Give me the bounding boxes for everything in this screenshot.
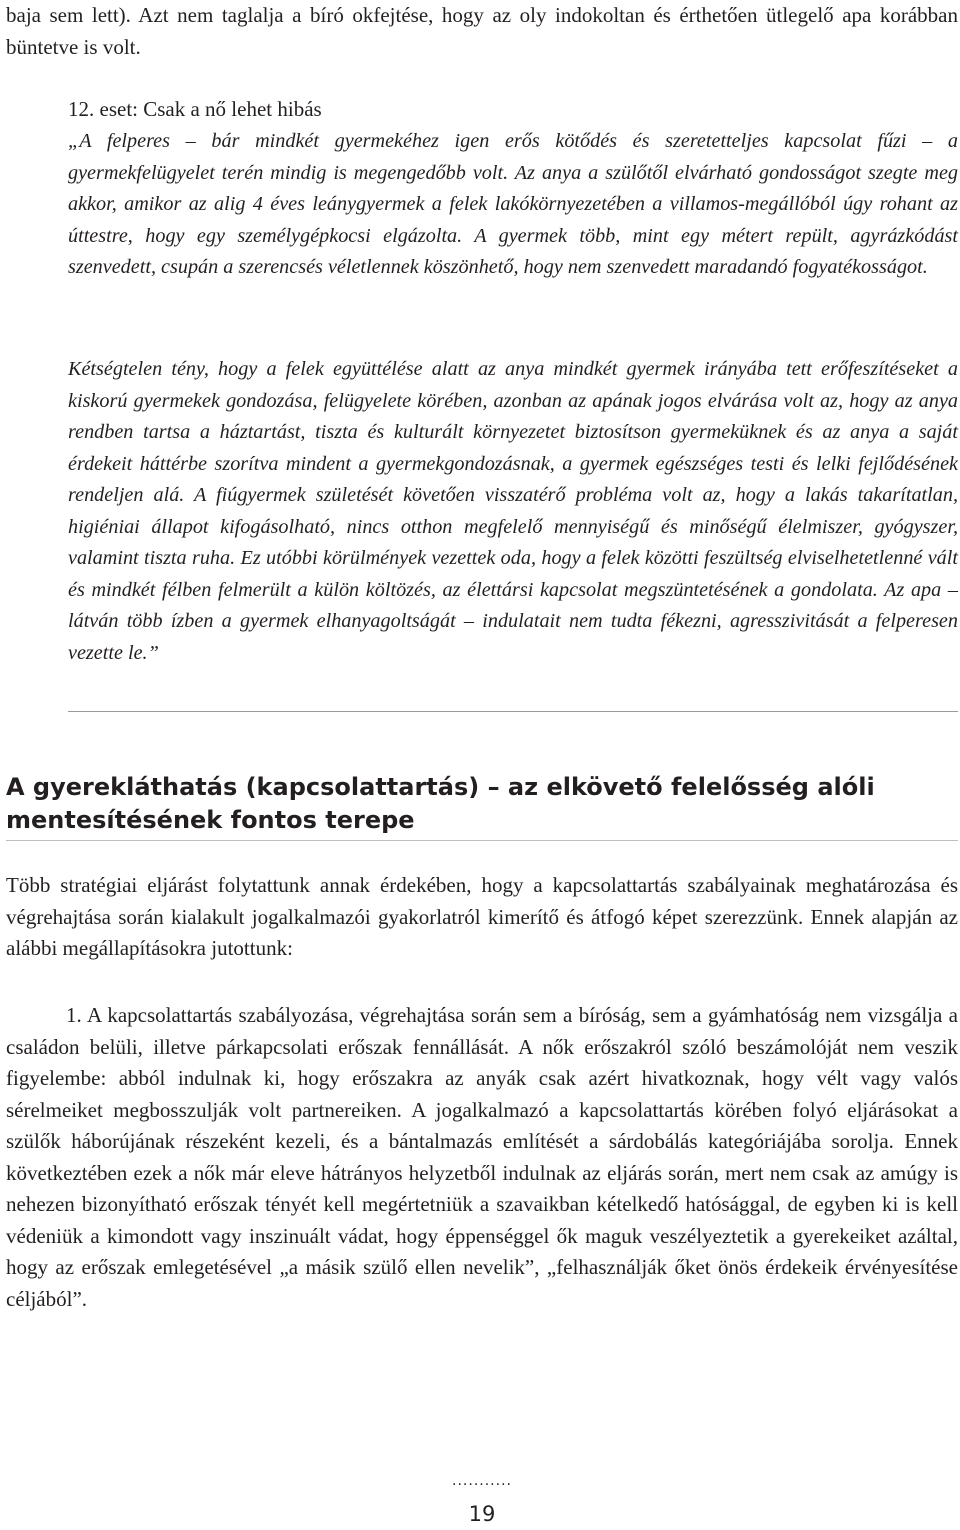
heading-divider <box>6 840 958 841</box>
intro-paragraph: baja sem lett). Azt nem taglalja a bíró okfejtése, hogy az oly indokoltan és érthetően ütlegelő apa korábban büntetve is volt. <box>6 3 958 59</box>
section-paragraph: Több stratégiai eljárást folytattunk annak érdekében, hogy a kapcsolattartás szabályainak meghatározása és végrehajtása során kialakult jogalkalmazói gyakorlatról kimerítő és átfogó képet szerezzünk. Ennek alapján az alábbi megállapításokra jutottunk: <box>6 873 958 960</box>
quote-divider <box>68 711 958 712</box>
section-heading: A gyerekláthatás (kapcsolattartás) – az elkövető felelősség alóli mentesítésének fontos terepe <box>6 773 875 834</box>
case-quote-paragraph-1: „A felperes – bár mindkét gyermekéhez igen erős kötődés és szeretetteljes kapcsolat fűzi – a gyermekfelügyelet terén mindig is megengedőbb volt. Az anya a szülőtől elvárható gondosságot szegte meg akkor, amikor az alig 4 éves leánygyermek a felek lakókörnyezetében a villamos-megállóból úgy rohant az úttestre, hogy egy személygépkocsi elgázolta. A gyermek több, mint egy métert repült, agyrázkódást szenvedett, csupán a szerencsés véletlennek köszönhető, hogy nem szenvedett maradandó fogyatékosságot. <box>68 130 958 278</box>
case-quote-paragraph-2: Kétségtelen tény, hogy a felek együttélése alatt az anya mindkét gyermek irányába tett erőfeszítéseket a kiskorú gyermekek gondozása, felügyelete körében, azonban az apának jogos elvárása volt az, hogy az anya rendben tartsa a háztartást, tiszta és kulturált környezetet biztosítson gyermeküknek és az anya a saját érdekeit háttérbe szorítva mindent a gyermekgondozásnak, a gyermek egészséges testi és lelki fejlődésének rendeljen alá. A fiúgyermek születését követően visszatérő probléma volt az, hogy a lakás takarítatlan, higiéniai állapot kifogásolható, nincs otthon megfelelő mennyiségű és minőségű élelmiszer, gyógyszer, valamint tiszta ruha. Ez utóbbi körülmények vezettek oda, hogy a felek közötti feszültség elviselhetetlenné vált és mindkét félben felmerült a külön költözés, az élettársi kapcsolat megszüntetésének a gondolata. Az apa – látván több ízben a gyermek elhanyagoltságát – indulatait nem tudta fékezni, agresszivitását a felperesen vezette le.” <box>68 358 958 664</box>
footer-dots: ........... <box>452 1473 512 1489</box>
list-item: 1. A kapcsolattartás szabályozása, végrehajtása során sem a bíróság, sem a gyámhatóság nem vizsgálja a családon belüli, illetve párkapcsolati erőszak fennállását. A nők erőszakról szóló beszámolóját nem veszik figyelembe: abból indulnak ki, hogy erőszakra az anyák csak azért hivatkoznak, hogy vélt vagy valós sérelmeiket megbosszulják volt partnereiken. A jogalkalmazó a kapcsolattartás körében folyó eljárásokat a szülők háborújának részeként kezeli, és a bántalmazás említését a sárdobálás kategóriájába sorolja. Ennek következtében ezek a nők már eleve hátrányos helyzetből indulnak az eljárás során, mert nem csak az amúgy is nehezen bizonyítható erőszak tényét kell megértetniük a szavaikban kételkedő hatósággal, de egyben ki is kell védeniük a kimondott vagy inszinuált vádat, hogy éppenséggel ők maguk veszélyeztetik a gyerekeiket azáltal, hogy az erőszak emlegetésével „a másik szülő ellen nevelik”, „felhasználják őket önös érdekeik érvényesítése céljából”. <box>6 1003 958 1311</box>
page-number: 19 <box>468 1502 496 1526</box>
case-title: 12. eset: Csak a nő lehet hibás <box>68 97 322 121</box>
